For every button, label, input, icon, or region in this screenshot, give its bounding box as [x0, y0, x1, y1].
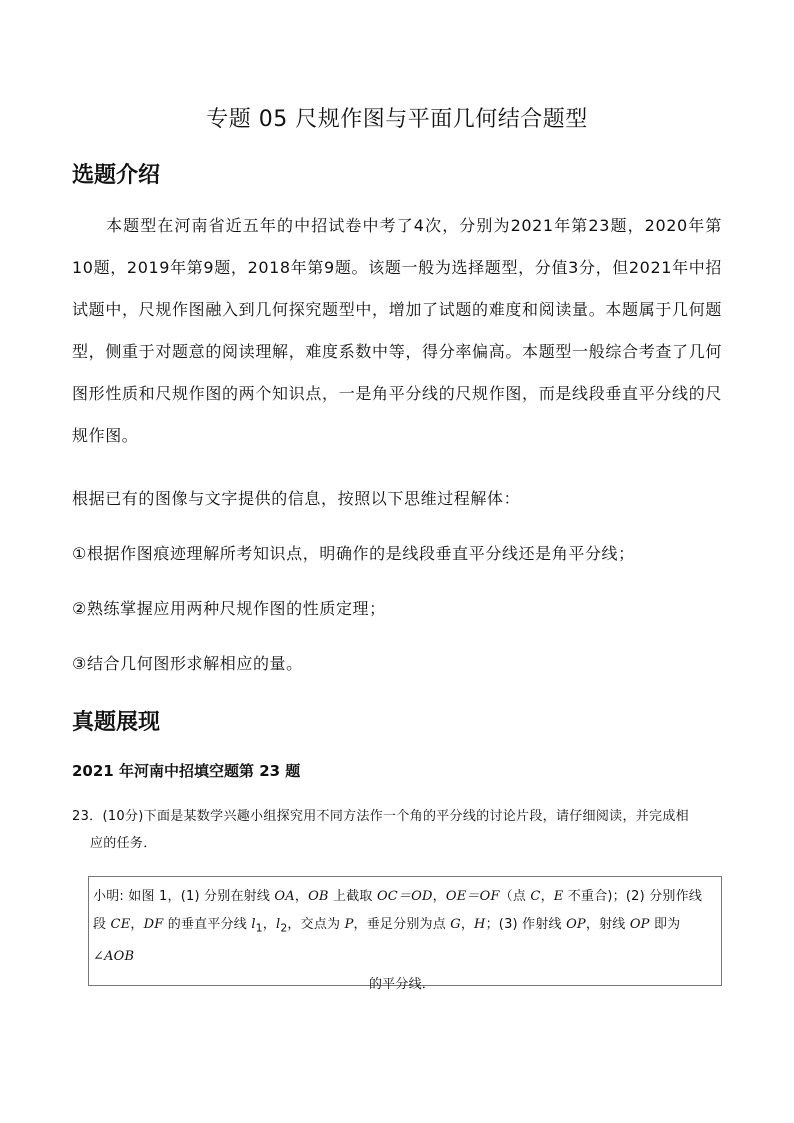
math-ce: CE — [110, 917, 131, 932]
math-op: OP — [566, 917, 586, 932]
page-title: 专题 05 尺规作图与平面几何结合题型 — [206, 107, 588, 132]
math-g: G — [450, 917, 461, 932]
math-oe-of: OE＝OF — [445, 889, 500, 904]
box-last-line: 的平分线． — [368, 976, 435, 992]
box-text: 不重合)；(2) 分别作线 — [563, 889, 703, 904]
box-text: ， — [540, 889, 554, 904]
intro-paragraph — [72, 205, 722, 457]
question-source-subheading: 2021 年河南中招填空题第 23 题 — [72, 762, 301, 780]
math-op: OP — [629, 917, 650, 932]
box-text: （点 — [499, 889, 531, 904]
intro-paragraph-text: 本题型在河南省近五年的中招试卷中考了4次，分别为2021年第23题，2020年第10题，2019年第9题，2018年第9题。该题一般为选择题型，分值3分，但2021年中招试题中，尺规作图融入到几何探究题型中，增加了试题的难度和阅读量。本题属于几何题型，侧重于对题意的阅读理解，难度系数中等，得分率偏高。本题型一般综合考查了几何图形性质和尺规作图的两个知识点，一是角平分线的尺规作图，而是线段垂直平分线的尺规作图。 — [72, 216, 722, 445]
math-ob: OB — [308, 889, 329, 904]
math-l1-subscript: 1 — [255, 921, 263, 935]
step-2: ②熟练掌握应用两种尺规作图的性质定理； — [72, 599, 386, 618]
intro-paragraph-2: 根据已有的图像与文字提供的信息，按照以下思维过程解体： — [72, 489, 521, 508]
box-text: 的垂直平分线 — [163, 917, 252, 932]
question-23 — [72, 803, 732, 857]
box-text: ， — [294, 889, 309, 904]
math-p: P — [344, 917, 354, 932]
box-text: ， — [130, 917, 144, 932]
step-1: ①根据作图痕迹理解所考知识点，明确作的是线段垂直平分线还是角平分线； — [72, 544, 635, 563]
math-df: DF — [143, 917, 164, 932]
math-oa: OA — [274, 889, 295, 904]
question-number: 23．(10分) — [72, 809, 144, 824]
math-oc-od: OC＝OD — [376, 889, 433, 904]
math-e: E — [553, 889, 564, 904]
box-text: ， — [460, 917, 475, 932]
question-text-line2: 应的任务． — [90, 836, 157, 851]
math-l1: l — [251, 917, 256, 932]
question-text-line1: 下面是某数学兴趣小组探究用不同方法作一个角的平分线的讨论片段，请仔细阅读，并完成相 — [143, 809, 689, 824]
box-text: ，垂足分别为点 — [353, 917, 451, 932]
math-l2-subscript: 2 — [280, 921, 288, 935]
box-text: 小明: 如图 1，(1) 分别在射线 — [93, 889, 275, 904]
box-text: ，射线 — [585, 917, 630, 932]
box-text: ， — [262, 917, 276, 932]
box-text: ，交点为 — [287, 917, 345, 932]
math-angle-aob: ∠AOB — [93, 948, 135, 964]
math-c: C — [530, 889, 541, 904]
step-3: ③结合几何图形求解相应的量。 — [72, 654, 303, 673]
section-heading-intro: 选题介绍 — [72, 163, 161, 188]
box-text: 即为 — [649, 917, 681, 932]
box-text: ；(3) 作射线 — [485, 917, 567, 932]
math-l2: l — [275, 917, 281, 932]
math-h: H — [474, 917, 486, 932]
box-text: 段 — [93, 917, 111, 932]
box-text: 上截取 — [328, 889, 377, 904]
section-heading-real-questions: 真题展现 — [72, 710, 161, 735]
discussion-box — [88, 876, 722, 992]
box-text: ， — [432, 889, 446, 904]
